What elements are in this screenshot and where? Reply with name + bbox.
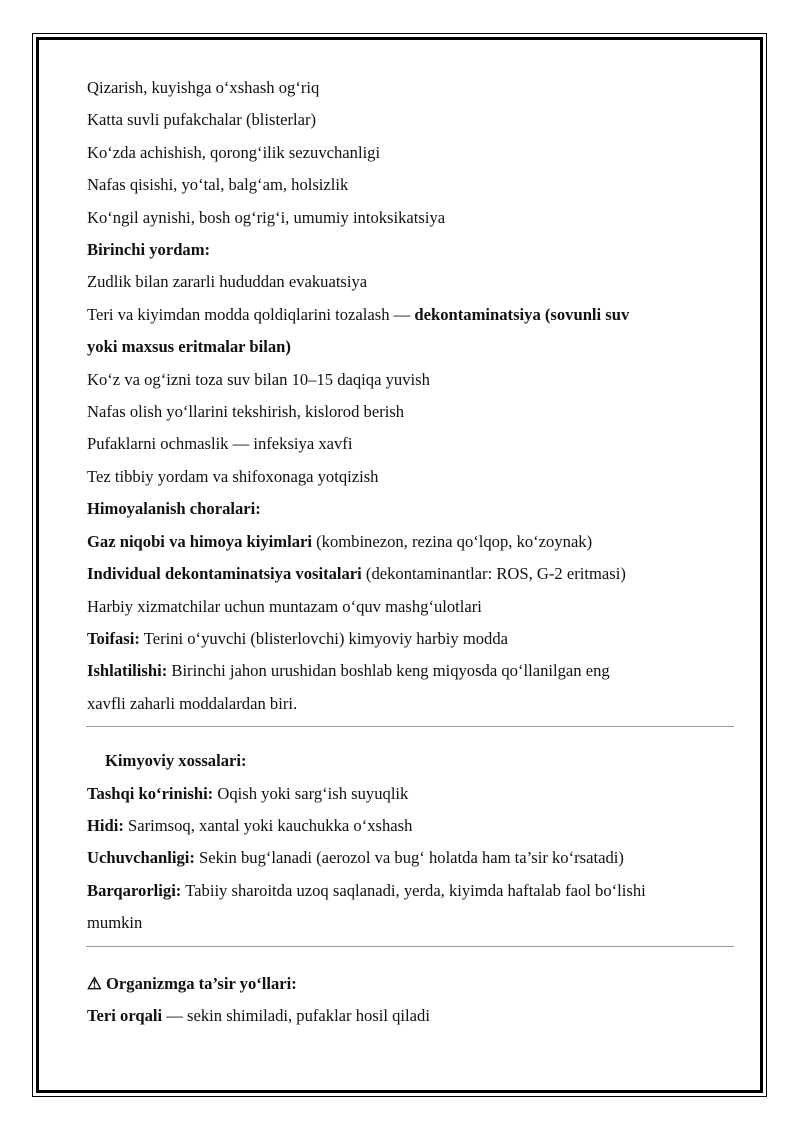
smell-text: Sarimsoq, xantal yoki kauchukka o‘xshash bbox=[123, 815, 413, 835]
classification-usage-continued: xavfli zaharli moddalardan biri. bbox=[87, 693, 298, 713]
usage-label: Ishlatilishi: bbox=[87, 661, 168, 681]
chemical-stability bbox=[87, 875, 737, 907]
volatility-label: Uchuvchanligi: bbox=[87, 848, 195, 868]
usage-text: Birinchi jahon urushidan boshlab keng miqyosda qo‘llanilgan eng bbox=[167, 661, 610, 681]
stability-text: Tabiiy sharoitda uzoq saqlanadi, yerda, kiyimda haftalab faol bo‘lishi bbox=[181, 880, 646, 900]
skin-label: Teri orqali bbox=[87, 1005, 163, 1025]
protection-heading: Himoyalanish choralari: bbox=[87, 499, 261, 519]
classification-usage bbox=[87, 655, 737, 687]
volatility-text: Sekin bug‘lanadi (aerozol va bug‘ holatda ham ta’sir ko‘rsatadi) bbox=[194, 848, 624, 868]
symptom-line: Ko‘zda achishish, qorong‘ilik sezuvchanligi bbox=[87, 142, 381, 162]
route-skin bbox=[87, 1000, 737, 1032]
type-label: Toifasi: bbox=[87, 628, 140, 648]
appearance-text: Oqish yoki sarg‘ish suyuqlik bbox=[213, 783, 409, 803]
routes-heading: ⚠ Organizmga ta’sir yo‘llari: bbox=[87, 973, 297, 993]
protection-item-text: (kombinezon, rezina qo‘lqop, ko‘zoynak) bbox=[311, 531, 593, 551]
chemical-stability-continued: mumkin bbox=[87, 913, 143, 933]
protection-item: Harbiy xizmatchilar uchun muntazam o‘quv mashg‘ulotlari bbox=[87, 596, 482, 616]
symptom-line: Katta suvli pufakchalar (blisterlar) bbox=[87, 110, 316, 130]
chemical-heading: Kimyoviy xossalari: bbox=[105, 751, 247, 771]
protection-item-text: (dekontaminantlar: ROS, G-2 eritmasi) bbox=[361, 564, 626, 584]
first-aid-heading: Birinchi yordam: bbox=[87, 240, 211, 260]
first-aid-item bbox=[87, 299, 737, 331]
document-body bbox=[87, 72, 737, 1032]
protection-item-bold: Individual dekontaminatsiya vositalari bbox=[87, 564, 362, 584]
stability-label: Barqarorligi: bbox=[87, 880, 182, 900]
first-aid-item: Tez tibbiy yordam va shifoxonaga yotqizish bbox=[87, 466, 379, 486]
first-aid-item-bold: dekontaminatsiya (sovunli suv bbox=[414, 304, 630, 324]
skin-text: — sekin shimiladi, pufaklar hosil qiladi bbox=[162, 1005, 430, 1025]
smell-label: Hidi: bbox=[87, 815, 124, 835]
protection-item bbox=[87, 526, 737, 558]
chemical-appearance bbox=[87, 778, 737, 810]
symptom-line: Ko‘ngil aynishi, bosh og‘rig‘i, umumiy intoksikatsiya bbox=[87, 207, 446, 227]
first-aid-item: Ko‘z va og‘izni toza suv bilan 10–15 daqiqa yuvish bbox=[87, 369, 430, 389]
symptom-line: Qizarish, kuyishga o‘xshash og‘riq bbox=[87, 78, 320, 97]
first-aid-item: Pufaklarni ochmaslik — infeksiya xavfi bbox=[87, 434, 353, 454]
symptom-line: Nafas qisishi, yo‘tal, balg‘am, holsizlik bbox=[87, 175, 349, 195]
first-aid-item: Zudlik bilan zararli hududdan evakuatsiya bbox=[87, 272, 368, 292]
first-aid-item: Nafas olish yo‘llarini tekshirish, kislorod berish bbox=[87, 402, 405, 422]
chemical-volatility bbox=[87, 842, 737, 874]
protection-item-bold: Gaz niqobi va himoya kiyimlari bbox=[87, 531, 312, 551]
first-aid-item-text: Teri va kiyimdan modda qoldiqlarini tozalash — bbox=[87, 304, 415, 324]
protection-item bbox=[87, 558, 737, 590]
appearance-label: Tashqi ko‘rinishi: bbox=[87, 783, 214, 803]
chemical-smell bbox=[87, 810, 737, 842]
classification-type bbox=[87, 623, 737, 655]
first-aid-item-bold-continued: yoki maxsus eritmalar bilan) bbox=[87, 337, 291, 357]
type-text: Terini o‘yuvchi (blisterlovchi) kimyoviy harbiy modda bbox=[139, 628, 509, 648]
